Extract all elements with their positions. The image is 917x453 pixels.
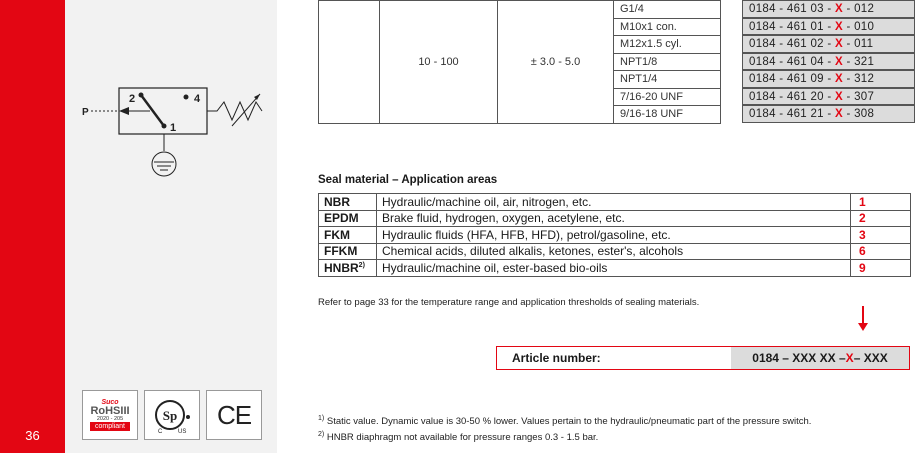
table-row <box>319 194 911 211</box>
footnote: $^{2)}$ HNBR diaphragm not available for pressure ranges 0.3 - 1.5 bar. <box>318 431 599 444</box>
part-number: 0184 - 461 09 - X - 312 <box>742 70 915 88</box>
seal-code: EPDM <box>319 210 377 227</box>
table-row <box>319 260 911 277</box>
footnote: $^{1)}$ Static value. Dynamic value is 30-50 % lower. Values pertain to the hydraulic/pneumatic part of the pressure switch. <box>318 415 812 428</box>
csa-mark-icon <box>150 395 194 435</box>
pressure-switch-symbol <box>82 84 272 184</box>
seal-reference-note: Refer to page 33 for the temperature range and application thresholds of sealing materials. <box>318 297 700 308</box>
seal-description: Hydraulic/machine oil, air, nitrogen, etc. <box>377 194 851 211</box>
thread-type: NPT1/8 <box>614 53 721 71</box>
svg-text:C: C <box>158 429 163 435</box>
pressure-range-table <box>318 0 721 124</box>
part-number-list <box>742 0 915 123</box>
table-row <box>319 243 911 260</box>
seal-code: HNBR$^{2)}$ <box>319 260 377 277</box>
port-4-label: 4 <box>194 93 201 105</box>
seal-number: 3 <box>851 227 911 244</box>
table-row <box>319 227 911 244</box>
thread-type: M10x1 con. <box>614 18 721 36</box>
seal-number: 2 <box>851 210 911 227</box>
article-number-value: 0184 – XXX XX – X – XXX <box>731 347 909 369</box>
seal-section-title: Seal material – Application areas <box>318 174 498 186</box>
seal-description: Hydraulic fluids (HFA, HFB, HFD), petrol/gasoline, etc. <box>377 227 851 244</box>
left-gray-panel <box>65 0 277 453</box>
part-number: 0184 - 461 20 - X - 307 <box>742 88 915 106</box>
csa-logo <box>144 390 200 440</box>
seal-code: NBR <box>319 194 377 211</box>
left-red-bar <box>0 0 65 453</box>
port-1-label: 1 <box>170 122 177 134</box>
thread-type: G1/4 <box>614 1 721 19</box>
seal-number: 6 <box>851 243 911 260</box>
thread-type: 7/16-20 UNF <box>614 88 721 106</box>
seal-description: Hydraulic/machine oil, ester-based bio-oils <box>377 260 851 277</box>
part-number: 0184 - 461 21 - X - 308 <box>742 105 915 123</box>
table-row <box>319 210 911 227</box>
thread-type: M12x1.5 cyl. <box>614 36 721 54</box>
svg-text:Sp: Sp <box>162 408 178 423</box>
arrow-down-icon <box>857 306 869 332</box>
seal-code: FFKM <box>319 243 377 260</box>
seal-number: 1 <box>851 194 911 211</box>
tolerance: ± 3.0 - 5.0 <box>498 1 614 124</box>
part-number: 0184 - 461 01 - X - 010 <box>742 18 915 36</box>
seal-code: FKM <box>319 227 377 244</box>
seal-number: 9 <box>851 260 911 277</box>
rohs-logo: Suco RoHSIII 2020 - 205 compliant <box>82 390 138 440</box>
seal-description: Chemical acids, diluted alkalis, ketones, ester's, alcohols <box>377 243 851 260</box>
page-number: 36 <box>25 428 40 443</box>
part-number: 0184 - 461 04 - X - 321 <box>742 53 915 71</box>
thread-type: NPT1/4 <box>614 71 721 89</box>
part-number: 0184 - 461 03 - X - 012 <box>742 0 915 18</box>
port-p-label: P <box>82 107 89 118</box>
svg-text:US: US <box>178 429 187 435</box>
pressure-range: 10 - 100 <box>380 1 498 124</box>
part-number: 0184 - 461 02 - X - 011 <box>742 35 915 53</box>
port-2-label: 2 <box>129 93 136 105</box>
thread-type: 9/16-18 UNF <box>614 106 721 124</box>
article-number-box <box>496 346 910 370</box>
article-number-label: Article number: <box>512 351 601 365</box>
seal-description: Brake fluid, hydrogen, oxygen, acetylene, etc. <box>377 210 851 227</box>
certification-logos <box>82 390 262 440</box>
seal-material-table <box>318 193 911 277</box>
ce-logo: CE <box>206 390 262 440</box>
